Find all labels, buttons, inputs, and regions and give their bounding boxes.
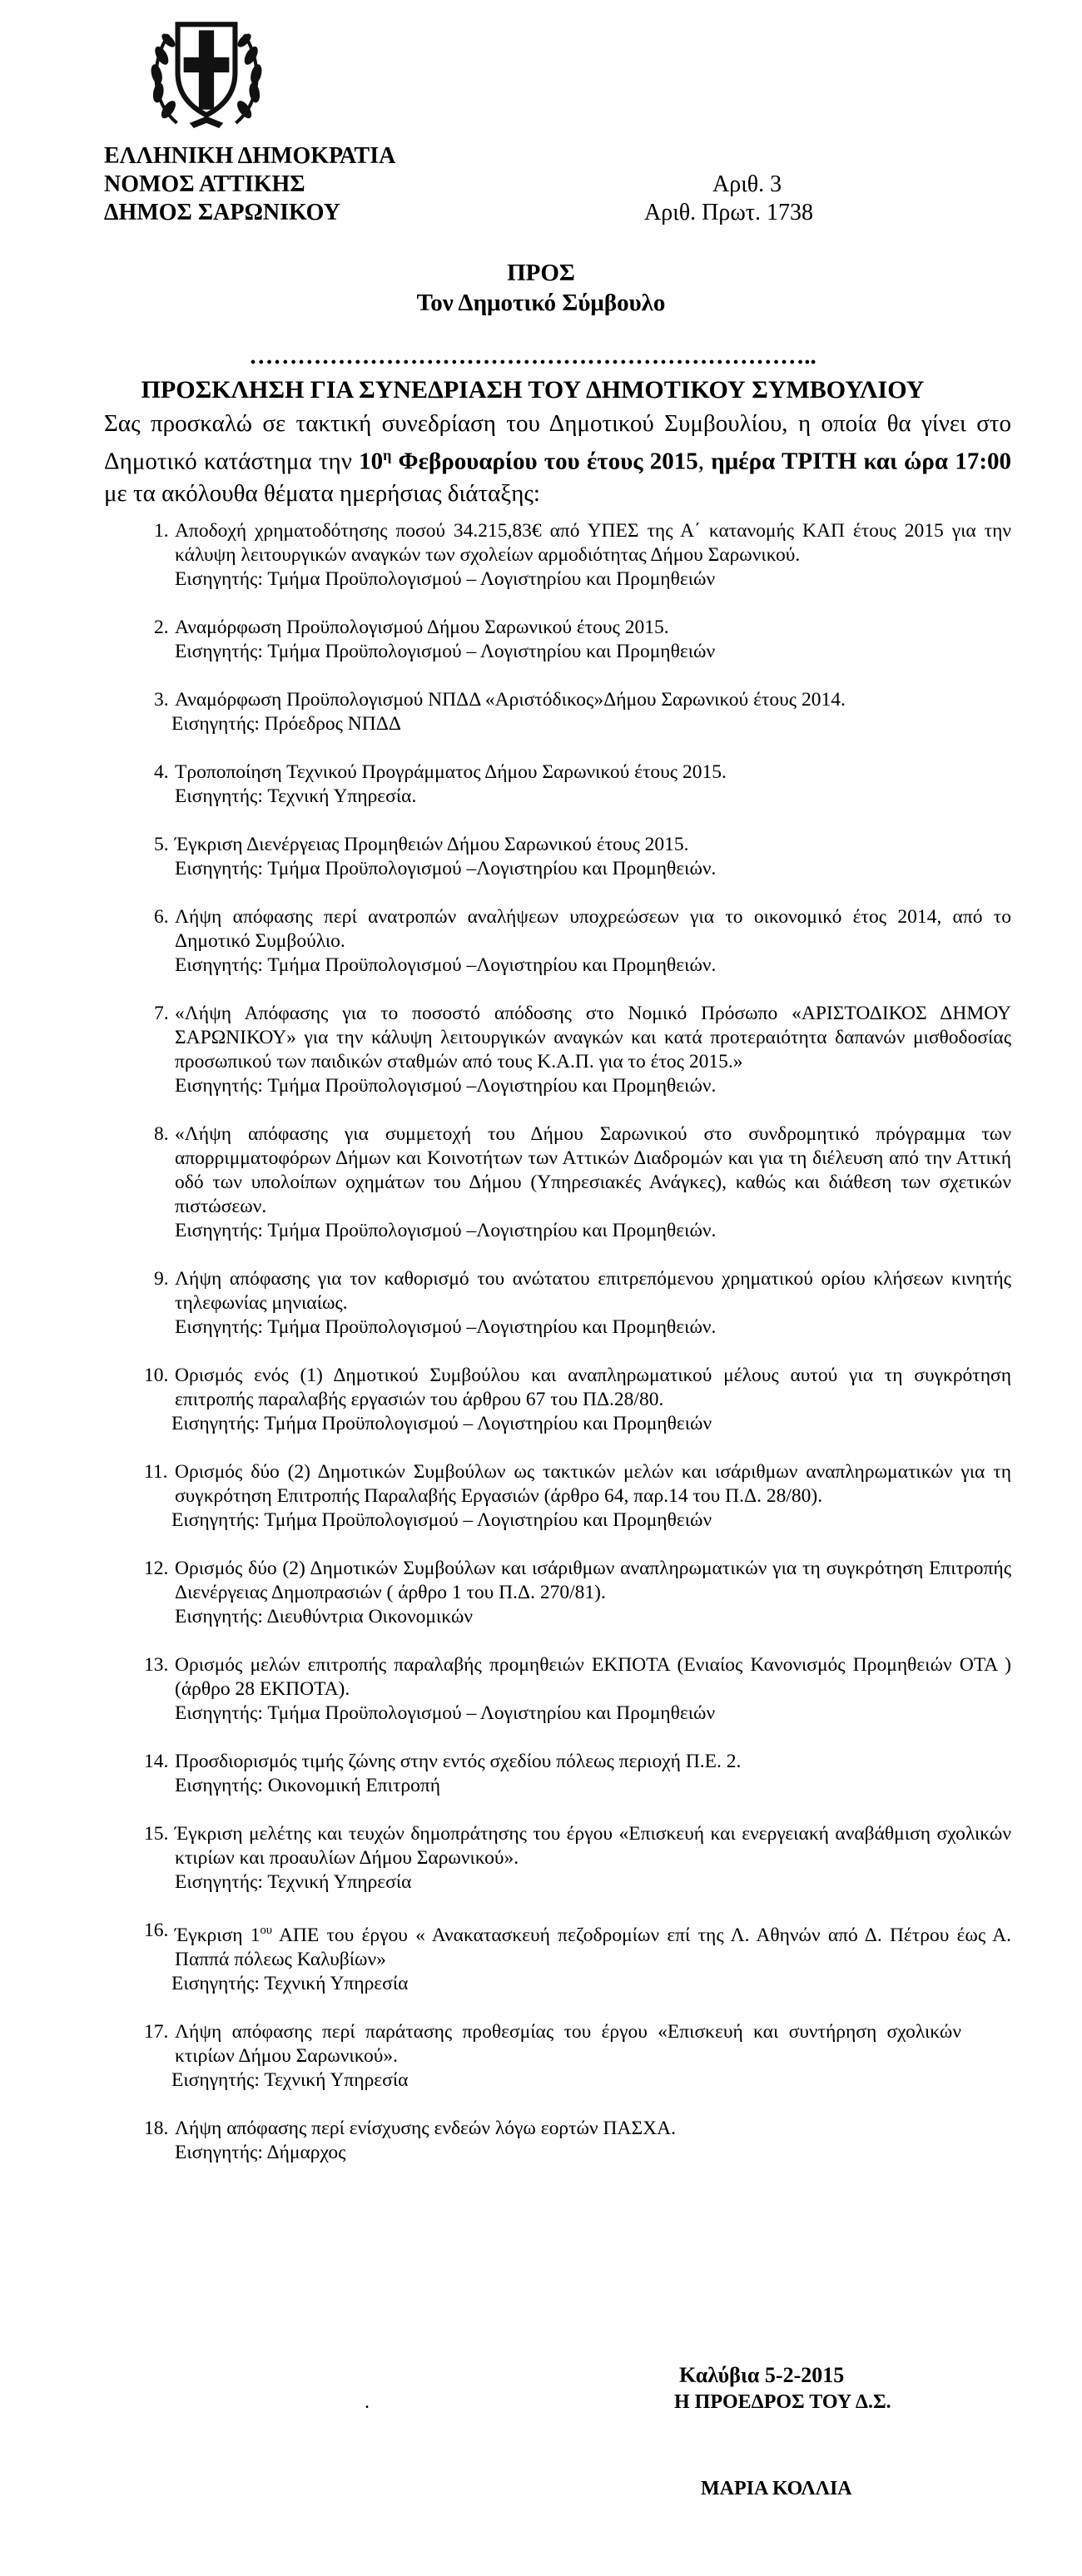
agenda-item-number: 16. <box>144 1920 169 1941</box>
greek-emblem-icon <box>143 5 270 131</box>
agenda-item-rapporteur: Εισηγητής: Οικονομική Επιτροπή <box>175 1775 441 1796</box>
agenda-item-rapporteur: Εισηγητής: Τμήμα Προϋπολογισμού –Λογιστηρίου και Προμηθειών. <box>175 954 717 976</box>
agenda-item-rapporteur: Εισηγητής: Τεχνική Υπηρεσία <box>171 1972 409 1994</box>
agenda-item-number: 1. <box>154 520 169 542</box>
agenda-item-13 <box>104 1653 1011 1726</box>
header-municipality: ΔΗΜΟΣ ΣΑΡΩΝΙΚΟΥ <box>104 200 340 225</box>
agenda-item-number: 6. <box>154 906 169 928</box>
agenda-item-text-rest: ΑΠΕ του έργου « Ανακατασκευή πεζοδρομίων επί της Λ. Αθηνών από Δ. Πέτρου έως Α. Παππά πόλεως Καλυβίων» <box>175 1924 1011 1970</box>
agenda-item-rapporteur: Εισηγητής: Τμήμα Προϋπολογισμού –Λογιστηρίου και Προμηθειών. <box>175 1220 717 1241</box>
agenda-item-text: Ορισμός δύο (2) Δημοτικών Συμβούλων και ισάριθμων αναπληρωματικών για τη συγκρότηση Επιτροπής Διενέργειας Δημοπρασιών ( άρθρο 1 του Π.Δ. 270/81). <box>175 1558 1011 1603</box>
agenda-item-number: 15. <box>144 1823 169 1845</box>
intro-date: Φεβρουαρίου του έτους 2015 <box>391 448 698 475</box>
agenda-item-number: 7. <box>154 1003 169 1024</box>
agenda-item-text: Λήψη απόφασης για τον καθορισμό του ανώτατου επιτρεπόμενου χρηματικού ορίου κλήσεων κινητής τηλεφωνίας μηνιαίως. <box>175 1268 1011 1314</box>
agenda-item-15 <box>104 1822 1011 1895</box>
agenda-item-text: «Λήψη απόφασης για συμμετοχή του Δήμου Σαρωνικού στο συνδρομητικό πρόγραμμα των απορριμματοφόρων Δήμων και Κοινοτήτων των Αττικών Διαδρομών και για τη διέλευση από την Αττική οδό των υπολοίπων οχημάτων του Δήμου (Υπηρεσιακές Ανάγκες), καθώς και διάθεση των σχετικών πιστώσεων. <box>175 1123 1011 1217</box>
dotted-separator: …………………………………………………………….. <box>249 343 816 369</box>
agenda-item-text: Ορισμός μελών επιτροπής παραλαβής προμηθειών ΕΚΠΟΤΑ (Ενιαίος Κανονισμός Προμηθειών ΟΤΑ ) (άρθρο 28 ΕΚΠΟΤΑ). <box>175 1654 1011 1700</box>
protocol-number: Αριθ. Πρωτ. 1738 <box>644 200 814 225</box>
agenda-item-5 <box>104 833 1011 881</box>
agenda-item-rapporteur: Εισηγητής: Τμήμα Προϋπολογισμού – Λογιστηρίου και Προμηθειών <box>171 1509 712 1531</box>
agenda-item-16 <box>104 1919 1011 1996</box>
agenda-item-12 <box>104 1557 1011 1629</box>
header-country: ΕΛΛΗΝΙΚΗ ΔΗΜΟΚΡΑΤΙΑ <box>104 143 396 169</box>
agenda-item-rapporteur: Εισηγητής: Τμήμα Προϋπολογισμού –Λογιστηρίου και Προμηθειών. <box>175 1075 717 1097</box>
agenda-item-7 <box>104 1002 1011 1098</box>
signatory-name: ΜΑΡΙΑ ΚΟΛΛΙΑ <box>701 2478 852 2499</box>
agenda-item-number: 17. <box>144 2020 169 2043</box>
agenda-item-number: 14. <box>144 1751 169 1772</box>
agenda-item-2 <box>104 616 1011 664</box>
agenda-item-11 <box>104 1460 1011 1533</box>
agenda-item-number: 8. <box>154 1123 169 1145</box>
agenda-item-text: Ορισμός ενός (1) Δημοτικού Συμβούλου και αναπληρωματικού μέλους αυτού για τη συγκρότηση επιτροπής παραλαβής εργασιών του άρθρου 67 του ΠΔ.28/80. <box>175 1365 1011 1410</box>
agenda-item-text: Ορισμός δύο (2) Δημοτικών Συμβούλων ως τακτικών μελών και ισάριθμων αναπληρωματικών για τη συγκρότηση Επιτροπής Παραλαβής Εργασιών (άρθρο 64, παρ.14 του Π.Δ. 28/80). <box>175 1461 1011 1507</box>
agenda-item-number: 11. <box>144 1461 168 1483</box>
agenda-item-rapporteur: Εισηγητής: Τμήμα Προϋπολογισμού – Λογιστηρίου και Προμηθειών <box>175 568 716 590</box>
agenda-item-text: Έγκριση Διενέργειας Προμηθειών Δήμου Σαρωνικού έτους 2015. <box>175 834 689 855</box>
agenda-item-6 <box>104 905 1011 978</box>
signature-dot: . <box>365 2391 370 2413</box>
agenda-list <box>104 519 1011 2189</box>
agenda-item-number: 4. <box>154 761 169 783</box>
agenda-item-text-sup: ου <box>260 1924 273 1937</box>
intro-text-1: Σας προσκαλώ σε τακτική συνεδρίαση του Δημοτικού Συμβουλίου, η οποία θα γίνει στο Δημοτικό κατάστημα την <box>104 410 1011 475</box>
intro-day-number: 10 <box>359 448 384 475</box>
agenda-item-number: 9. <box>154 1268 169 1290</box>
agenda-item-1 <box>104 519 1011 592</box>
agenda-item-number: 13. <box>144 1654 169 1676</box>
agenda-item-number: 5. <box>154 834 169 855</box>
agenda-item-17 <box>104 2020 1011 2093</box>
agenda-item-text <box>175 1919 1011 1972</box>
agenda-item-text: Έγκριση μελέτης και τευχών δημοπράτησης του έργου «Επισκευή και ενεργειακή αναβάθμιση σχολικών κτιρίων και προαυλίων Δήμου Σαρωνικού». <box>175 1823 1011 1869</box>
intro-day-suffix: η <box>383 447 392 463</box>
agenda-item-rapporteur: Εισηγητής: Τεχνική Υπηρεσία <box>171 2068 409 2091</box>
agenda-item-text: Λήψη απόφασης περί ανατροπών αναλήψεων υποχρεώσεων για το οικονομικό έτος 2014, από το Δημοτικό Συμβούλιο. <box>175 906 1011 952</box>
agenda-item-3 <box>104 688 1011 736</box>
document-number: Αριθ. 3 <box>712 171 782 197</box>
agenda-item-text: «Λήψη Απόφασης για το ποσοστό απόδοσης στο Νομικό Πρόσωπο «ΑΡΙΣΤΟΔΙΚΟΣ ΔΗΜΟΥ ΣΑΡΩΝΙΚΟΥ» για την κάλυψη λειτουργικών αναγκών και κατά προτεραιότητα δαπανών μισθοδοσίας προσωπικού των παιδικών σταθμών από τους Κ.Α.Π. για το έτος 2015.» <box>175 1003 1011 1073</box>
agenda-item-rapporteur: Εισηγητής: Τμήμα Προϋπολογισμού – Λογιστηρίου και Προμηθειών <box>175 641 716 662</box>
agenda-item-text: Αποδοχή χρηματοδότησης ποσού 34.215,83€ από ΥΠΕΣ της Α΄ κατανομής ΚΑΠ έτους 2015 για την κάλυψη λειτουργικών αναγκών των σχολείων αρμοδιότητας Δήμου Σαρωνικού. <box>175 520 1011 566</box>
recipient-pros: ΠΡΟΣ <box>507 260 575 286</box>
intro-text-2: , <box>697 448 712 475</box>
agenda-item-4 <box>104 760 1011 809</box>
agenda-item-10 <box>104 1364 1011 1436</box>
agenda-item-8 <box>104 1122 1011 1243</box>
agenda-item-rapporteur: Εισηγητής: Διευθύντρια Οικονομικών <box>175 1606 473 1627</box>
agenda-item-rapporteur: Εισηγητής: Τμήμα Προϋπολογισμού – Λογιστηρίου και Προμηθειών <box>175 1702 716 1724</box>
place-date: Καλύβια 5-2-2015 <box>679 2363 845 2387</box>
agenda-item-text: Προσδιορισμός τιμής ζώνης στην εντός σχεδίου πόλεως περιοχή Π.Ε. 2. <box>175 1751 742 1772</box>
agenda-item-text: Τροποποίηση Τεχνικού Προγράμματος Δήμου Σαρωνικού έτους 2015. <box>175 761 727 783</box>
agenda-item-text-pre: Έγκριση 1 <box>175 1924 261 1946</box>
agenda-item-text: Λήψη απόφασης περί παράτασης προθεσμίας του έργου «Επισκευή και συντήρηση σχολικών κτιρίων Δήμου Σαρωνικού». <box>175 2020 961 2067</box>
agenda-item-number: 2. <box>154 617 169 638</box>
intro-text-3: με τα ακόλουθα θέματα ημερήσιας διάταξης: <box>104 479 540 507</box>
agenda-item-rapporteur: Εισηγητής: Δήμαρχος <box>175 2141 346 2163</box>
agenda-item-14 <box>104 1750 1011 1798</box>
agenda-item-rapporteur: Εισηγητής: Τμήμα Προϋπολογισμού – Λογιστηρίου και Προμηθειών <box>171 1413 712 1434</box>
agenda-item-text: Αναμόρφωση Προϋπολογισμού Δήμου Σαρωνικού έτους 2015. <box>175 617 669 638</box>
agenda-item-number: 3. <box>154 689 169 711</box>
intro-day-time: ημέρα ΤΡΙΤΗ και ώρα 17:00 <box>711 448 1011 475</box>
agenda-item-rapporteur: Εισηγητής: Τμήμα Προϋπολογισμού –Λογιστηρίου και Προμηθειών. <box>175 1316 717 1338</box>
invitation-title: ΠΡΟΣΚΛΗΣΗ ΓΙΑ ΣΥΝΕΔΡΙΑΣΗ ΤΟΥ ΔΗΜΟΤΙΚΟΥ ΣΥΜΒΟΥΛΙΟΥ <box>141 376 925 404</box>
agenda-item-number: 18. <box>144 2117 169 2139</box>
agenda-item-rapporteur: Εισηγητής: Τμήμα Προϋπολογισμού –Λογιστηρίου και Προμηθειών. <box>175 858 717 879</box>
agenda-item-rapporteur: Εισηγητής: Πρόεδρος ΝΠΔΔ <box>171 713 401 735</box>
agenda-item-text: Λήψη απόφασης περί ενίσχυσης ενδεών λόγω εορτών ΠΑΣΧΑ. <box>175 2117 676 2139</box>
agenda-item-number: 12. <box>144 1558 169 1579</box>
agenda-item-rapporteur: Εισηγητής: Τεχνική Υπηρεσία <box>175 1871 412 1893</box>
agenda-item-18 <box>104 2117 1011 2165</box>
intro-paragraph <box>104 408 1011 509</box>
header-prefecture: ΝΟΜΟΣ ΑΤΤΙΚΗΣ <box>104 171 305 197</box>
recipient-name: Τον Δημοτικό Σύμβουλο <box>416 290 666 316</box>
agenda-item-text: Αναμόρφωση Προϋπολογισμού ΝΠΔΔ «Αριστόδικος»Δήμου Σαρωνικού έτους 2014. <box>175 689 846 711</box>
agenda-item-rapporteur: Εισηγητής: Τεχνική Υπηρεσία. <box>175 785 417 807</box>
agenda-item-9 <box>104 1267 1011 1340</box>
agenda-item-number: 10. <box>144 1365 169 1386</box>
signatory-role: Η ΠΡΟΕΔΡΟΣ ΤΟΥ Δ.Σ. <box>674 2391 891 2413</box>
